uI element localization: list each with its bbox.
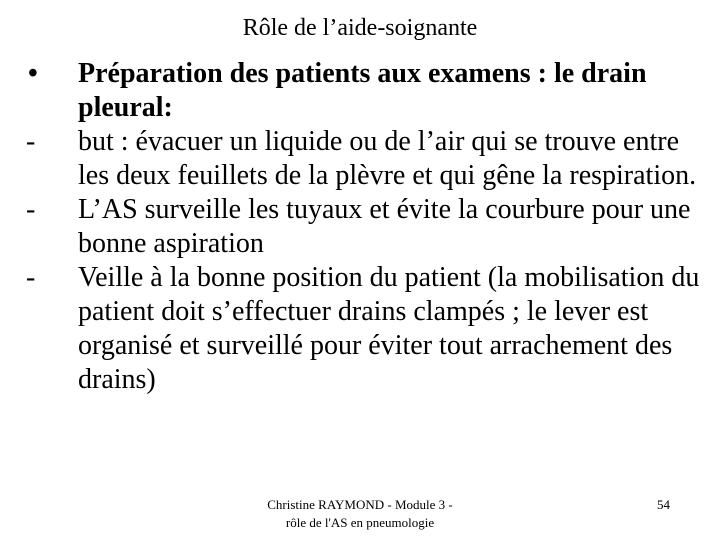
dash-text: Veille à la bonne position du patient (la mobilisation du patient doit s’effectuer drains clampés ; le lever est organisé et surveillé pour éviter tout arrachement des drains) — [78, 262, 700, 395]
dash-item-tubes — [26, 193, 706, 261]
bullet-marker: • — [28, 58, 38, 89]
page-number: 54 — [657, 497, 670, 512]
dash-text: L’AS surveille les tuyaux et évite la courbure pour une bonne aspiration — [78, 194, 691, 259]
bullet-item-main — [26, 57, 706, 125]
dash-marker: - — [26, 194, 36, 225]
slide-footer — [240, 496, 480, 532]
slide-content — [26, 57, 706, 397]
bullet-text: Préparation des patients aux examens : le drain pleural: — [78, 58, 647, 123]
footer-author-line: Christine RAYMOND - Module 3 - — [267, 497, 453, 512]
slide-title: Rôle de l’aide-soignante — [242, 15, 478, 41]
dash-text: but : évacuer un liquide ou de l’air qui se trouve entre les deux feuillets de la plèvre et qui gêne la respiration. — [78, 126, 697, 191]
dash-item-purpose — [26, 125, 706, 193]
dash-marker: - — [26, 126, 36, 157]
dash-marker: - — [26, 262, 36, 293]
footer-module-line: rôle de l'AS en pneumologie — [285, 515, 435, 530]
dash-item-position — [26, 261, 706, 397]
